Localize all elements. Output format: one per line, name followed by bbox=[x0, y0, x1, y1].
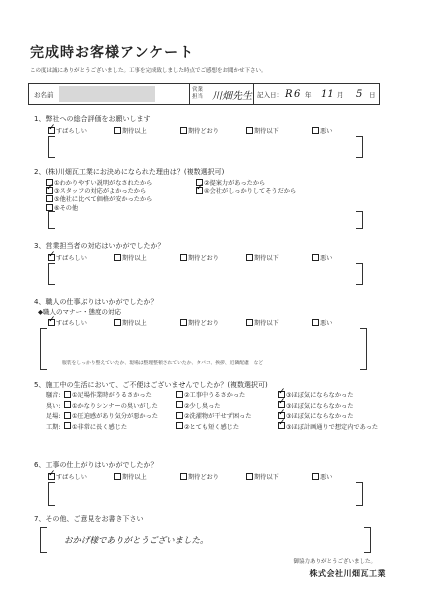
option-label: ③ほぼ気にならなかった bbox=[286, 413, 354, 420]
checkbox-option[interactable] bbox=[64, 411, 158, 420]
q5-rows bbox=[46, 390, 396, 434]
checkbox-option[interactable] bbox=[246, 253, 279, 262]
checkbox-option[interactable] bbox=[114, 472, 147, 481]
q6-comment-bracket-left bbox=[48, 482, 55, 506]
option-label: ①かなりシンナーの臭いがした bbox=[72, 402, 158, 410]
option-label: 他社に比べて価格が安かったから bbox=[59, 196, 153, 203]
option-label: 期待以上 bbox=[122, 255, 147, 262]
q3-text: 3、営業担当者の対応はいかがでしたか？ bbox=[34, 242, 165, 250]
checkbox-icon[interactable] bbox=[312, 473, 319, 480]
option-label: その他 bbox=[59, 205, 79, 212]
option-label: ③ほぼ気にならなかった bbox=[286, 402, 354, 410]
checkbox-option[interactable] bbox=[176, 422, 239, 431]
option-label: 期待以上 bbox=[122, 474, 147, 481]
q5-row-label: 工期: bbox=[46, 423, 61, 431]
checkbox-checked-icon[interactable] bbox=[48, 254, 55, 261]
checkbox-option[interactable] bbox=[46, 194, 152, 203]
option-number: ④ bbox=[204, 188, 210, 195]
company-name: 株式会社川畑瓦工業 bbox=[309, 569, 386, 578]
checkbox-option[interactable] bbox=[48, 253, 87, 262]
date-year: 6 bbox=[294, 88, 301, 100]
checkbox-option[interactable] bbox=[176, 401, 220, 410]
checkbox-icon[interactable] bbox=[246, 254, 253, 261]
option-number: ⑥ bbox=[54, 205, 60, 212]
option-label: 期待以上 bbox=[122, 320, 147, 327]
q5-text: 5、施工中の生活において、ご不便はございませんでしたか？(複数選択可) bbox=[34, 381, 268, 389]
checkbox-icon[interactable] bbox=[312, 254, 319, 261]
checkbox-icon[interactable] bbox=[64, 401, 71, 408]
checkbox-icon[interactable] bbox=[176, 422, 183, 429]
checkbox-option[interactable] bbox=[180, 318, 219, 327]
checkbox-option[interactable] bbox=[48, 126, 87, 135]
q4-comment-bracket-left bbox=[40, 328, 47, 370]
q2-text: 2、(株)川畑瓦工業にお決めになられた理由は？(複数選択可) bbox=[34, 168, 225, 176]
checkbox-checked-icon[interactable] bbox=[48, 473, 55, 480]
checkbox-icon[interactable] bbox=[176, 401, 183, 408]
q5-row-label: 足場: bbox=[46, 413, 61, 420]
q1-comment-bracket-right bbox=[356, 136, 363, 158]
checkbox-icon[interactable] bbox=[246, 319, 253, 326]
checkbox-option[interactable] bbox=[176, 411, 251, 420]
month-unit: 月 bbox=[337, 90, 344, 99]
redacted-name bbox=[59, 86, 155, 102]
option-label: 悪い bbox=[320, 128, 333, 135]
checkbox-option[interactable] bbox=[180, 253, 219, 262]
option-label: ①足場作業時がうるさかった bbox=[72, 392, 152, 399]
option-label: 悪い bbox=[320, 255, 333, 262]
checkbox-icon[interactable] bbox=[176, 412, 183, 419]
checkbox-option[interactable] bbox=[48, 318, 87, 327]
checkbox-icon[interactable] bbox=[114, 127, 121, 134]
day-unit: 日 bbox=[369, 90, 376, 99]
checkbox-option[interactable] bbox=[246, 126, 279, 135]
q1-comment-bracket-left bbox=[48, 136, 55, 158]
checkbox-option[interactable] bbox=[278, 422, 378, 431]
checkbox-checked-icon[interactable] bbox=[48, 127, 55, 134]
q7-comment-bracket-right bbox=[364, 527, 371, 553]
option-label: ①圧迫感があり気分が悪かった bbox=[72, 413, 158, 420]
checkbox-icon[interactable] bbox=[312, 319, 319, 326]
q1-text: 1、弊社への総合評価をお願いします bbox=[34, 115, 151, 123]
checkbox-option[interactable] bbox=[180, 126, 219, 135]
option-label: ③ほぼ気にならなかった bbox=[286, 392, 354, 399]
checkbox-option[interactable] bbox=[312, 253, 332, 262]
q7-comment-bracket-left bbox=[40, 527, 47, 553]
checkbox-option[interactable] bbox=[246, 318, 279, 327]
checkbox-icon[interactable] bbox=[114, 319, 121, 326]
checkbox-icon[interactable] bbox=[176, 391, 183, 398]
checkbox-icon[interactable] bbox=[114, 254, 121, 261]
option-label: ②少し臭った bbox=[184, 402, 221, 410]
checkbox-option[interactable] bbox=[180, 472, 219, 481]
checkbox-icon[interactable] bbox=[46, 204, 53, 211]
q4-comment-bracket-right bbox=[360, 328, 367, 370]
option-label: 期待以下 bbox=[254, 474, 279, 481]
survey-intro: この度は誠にありがとうございました。工事を完成致しました時点でご感想をお聞かせ下さい。 bbox=[30, 68, 267, 74]
checkbox-icon[interactable] bbox=[46, 195, 53, 202]
checkbox-option[interactable] bbox=[176, 390, 245, 399]
option-label: ②とても短く感じた bbox=[184, 423, 240, 431]
option-number: ⑤ bbox=[54, 196, 60, 203]
option-label: 期待どおり bbox=[188, 474, 219, 481]
checkbox-option[interactable] bbox=[64, 401, 158, 410]
customer-info-box bbox=[28, 83, 380, 105]
checkbox-checked-icon[interactable] bbox=[196, 187, 203, 194]
checkbox-option[interactable] bbox=[278, 401, 353, 410]
year-unit: 年 bbox=[305, 90, 312, 99]
checkbox-option[interactable] bbox=[64, 422, 127, 431]
q2-options bbox=[46, 178, 386, 218]
option-label: わかりやすい説明がなされたから bbox=[59, 180, 153, 187]
checkbox-option[interactable] bbox=[246, 472, 279, 481]
checkbox-checked-icon[interactable] bbox=[48, 319, 55, 326]
date-month: 11 bbox=[321, 88, 334, 100]
q4-text: 4、職人の仕事ぶりはいかがでしたか？ bbox=[34, 298, 158, 306]
option-label: 会社がしっかりしてそうだから bbox=[209, 188, 297, 195]
checkbox-icon[interactable] bbox=[246, 127, 253, 134]
option-label: 提案力があったから bbox=[209, 180, 266, 187]
checkbox-option[interactable] bbox=[114, 126, 147, 135]
checkbox-icon[interactable] bbox=[312, 127, 319, 134]
checkbox-checked-icon[interactable] bbox=[278, 422, 285, 429]
checkbox-icon[interactable] bbox=[64, 412, 71, 419]
checkbox-option[interactable] bbox=[312, 318, 332, 327]
checkbox-option[interactable] bbox=[48, 472, 87, 481]
checkbox-option[interactable] bbox=[278, 390, 353, 399]
q5-row-label: 臭い: bbox=[46, 402, 61, 410]
checkbox-icon[interactable] bbox=[180, 254, 187, 261]
checkbox-icon[interactable] bbox=[180, 319, 187, 326]
option-label: 期待どおり bbox=[188, 128, 219, 135]
option-label: ②洗濯物が干せず困った bbox=[184, 413, 252, 420]
staff-label: 営業 担当 bbox=[192, 87, 204, 100]
q4-note: 服装をしっかり整えていたか、現場は整理整頓されていたか、タバコ、挨拶、近隣配慮 など bbox=[62, 361, 264, 366]
option-label: 期待以下 bbox=[254, 255, 279, 262]
q6-comment-bracket-right bbox=[356, 482, 363, 506]
option-label: すばらしい bbox=[56, 128, 87, 135]
option-label: ③ほぼ計画通りで想定内であった bbox=[286, 423, 379, 431]
option-label: 期待以下 bbox=[254, 320, 279, 327]
q2-comment-bracket-right bbox=[356, 211, 363, 229]
checkbox-icon[interactable] bbox=[180, 127, 187, 134]
option-label: すばらしい bbox=[56, 474, 87, 481]
staff-value: 川畑先生 bbox=[212, 90, 252, 102]
checkbox-icon[interactable] bbox=[64, 422, 71, 429]
name-label: お名前 bbox=[34, 90, 54, 99]
option-number: ② bbox=[204, 180, 210, 187]
option-label: 悪い bbox=[320, 320, 333, 327]
footer-thanks: 御協力ありがとうございました。 bbox=[293, 559, 376, 565]
checkbox-icon[interactable] bbox=[64, 391, 71, 398]
option-label: すばらしい bbox=[56, 255, 87, 262]
checkbox-option[interactable] bbox=[114, 253, 147, 262]
option-number: ① bbox=[54, 180, 60, 187]
q7-text: 7、その他、ご意見をお書き下さい bbox=[34, 515, 144, 523]
option-label: すばらしい bbox=[56, 320, 87, 327]
option-label: 期待以上 bbox=[122, 128, 147, 135]
q5-row-label: 騒音: bbox=[46, 392, 61, 399]
checkbox-icon[interactable] bbox=[180, 473, 187, 480]
option-label: 悪い bbox=[320, 474, 333, 481]
checkbox-option[interactable] bbox=[196, 186, 296, 195]
q4-subtitle: ◆職人のマナー・態度の対応 bbox=[38, 308, 121, 316]
q3-comment-bracket-left bbox=[48, 263, 55, 285]
option-label: スタッフの対応がよかったから bbox=[59, 188, 147, 195]
option-label: 期待どおり bbox=[188, 255, 219, 262]
date-era: R bbox=[285, 88, 293, 100]
date-label: 記入日： bbox=[257, 90, 283, 99]
checkbox-icon[interactable] bbox=[246, 473, 253, 480]
option-number: ③ bbox=[54, 188, 60, 195]
option-label: ②工事中うるさかった bbox=[184, 392, 246, 399]
checkbox-icon[interactable] bbox=[114, 473, 121, 480]
q7-handwritten-answer: おかげ様でありがとうございました。 bbox=[64, 536, 209, 546]
survey-title: 完成時お客様アンケート bbox=[30, 45, 195, 61]
option-label: 期待以下 bbox=[254, 128, 279, 135]
checkbox-option[interactable] bbox=[312, 126, 332, 135]
option-label: 期待どおり bbox=[188, 320, 219, 327]
checkbox-option[interactable] bbox=[114, 318, 147, 327]
date-day: 5 bbox=[356, 88, 363, 100]
q3-comment-bracket-right bbox=[356, 263, 363, 285]
checkbox-option[interactable] bbox=[312, 472, 332, 481]
option-label: ①非常に長く感じた bbox=[72, 423, 128, 431]
q2-comment-bracket-left bbox=[48, 211, 55, 229]
checkbox-checked-icon[interactable] bbox=[46, 187, 53, 194]
checkbox-option[interactable] bbox=[278, 411, 353, 420]
q6-text: 6、工事の仕上がりはいかがでしたか？ bbox=[34, 461, 158, 469]
checkbox-option[interactable] bbox=[64, 390, 152, 399]
